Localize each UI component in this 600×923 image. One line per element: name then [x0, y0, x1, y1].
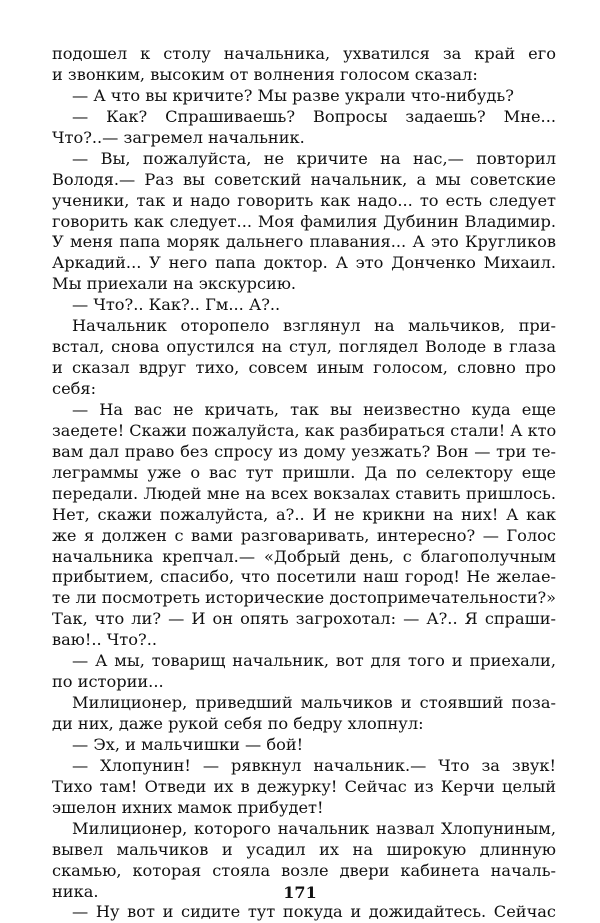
text-line: леграммы уже о вас тут пришли. Да по селектору еще [52, 462, 556, 482]
text-line: же я должен с вами разговаривать, интересно? — Голос [52, 525, 556, 545]
text-line: — А что вы кричите? Мы разве украли что-нибудь? [72, 85, 514, 105]
text-line: и сказал вдруг тихо, совсем иным голосом, словно про [52, 358, 556, 378]
text-line: Начальник оторопело взглянул на мальчиков, при- [72, 316, 556, 336]
text-line: эшелон ихних мамок прибудет! [52, 797, 324, 817]
text-line: Что?..— загремел начальник. [52, 127, 305, 147]
text-line: начальника крепчал.— «Добрый день, с благополучным [52, 546, 556, 566]
text-line: подошел к столу начальника, ухватился за край его [52, 44, 556, 63]
text-line: — Ну вот и сидите тут покуда и дожидайтесь. Сейчас [72, 902, 556, 922]
text-line: Володя.— Раз вы советский начальник, а мы советские [52, 169, 556, 189]
text-line: ди них, даже рукой себя по бедру хлопнул: [52, 714, 424, 733]
text-line: встал, снова опустился на стул, поглядел Володе в глаза [52, 337, 556, 357]
text-line: ученики, так и надо говорить как надо... то есть следует [52, 190, 556, 210]
text-line: говорить как следует... Моя фамилия Дубинин Владимир. [52, 211, 556, 231]
text-line: — Эх, и мальчишки — бой! [72, 734, 304, 754]
text-line: вывел мальчиков и усадил их на широкую длинную [52, 839, 556, 859]
page-text [52, 44, 556, 923]
text-line: Так, что ли? — И он опять загрохотал: — А?.. Я спраши- [52, 609, 556, 629]
text-line: Тихо там! Отведи их в дежурку! Сейчас из Керчи целый [52, 776, 556, 796]
text-line: по истории... [52, 672, 164, 692]
text-line: Милиционер, которого начальник назвал Хлопуниным, [72, 818, 556, 838]
text-line: ваю!.. Что?.. [52, 630, 157, 650]
text-line: Милиционер, приведший мальчиков и стоявший поза- [72, 693, 556, 713]
text-line: прибытием, спасибо, что посетили наш город! Не желае- [52, 567, 556, 587]
text-line: и звонким, высоким от волнения голосом сказал: [52, 64, 478, 84]
text-line: У меня папа моряк дальнего плавания... А это Кругликов [52, 232, 556, 252]
text-line: — Хлопунин! — рявкнул начальник.— Что за звук! [72, 755, 556, 775]
text-line: — Что?.. Как?.. Гм... А?.. [72, 295, 281, 315]
text-line: — На вас не кричать, так вы неизвестно куда еще [72, 399, 556, 419]
text-line: вам дал право без спросу из дому уезжать? Вон — три те- [52, 441, 556, 461]
text-line: передали. Людей мне на всех вокзалах ставить пришлось. [52, 483, 556, 503]
text-line: ника. [52, 881, 99, 901]
text-line: — Вы, пожалуйста, не кричите на нас,— повторил [72, 148, 556, 168]
text-line: — А мы, товарищ начальник, вот для того и приехали, [72, 651, 556, 671]
text-line: Аркадий... У него папа доктор. А это Донченко Михаил. [52, 253, 556, 273]
text-line: скамью, которая стояла возле двери кабинета началь- [52, 860, 556, 880]
text-line: те ли посмотреть исторические достопримечательности?» [52, 588, 556, 608]
text-line: заедете! Скажи пожалуйста, как разбираться стали! А кто [52, 420, 557, 440]
text-line: Нет, скажи пожалуйста, а?.. И не крикни на них! А как [52, 504, 556, 524]
text-line: себя: [52, 379, 97, 398]
page-number: 171 [283, 883, 317, 902]
text-line: Мы приехали на экскурсию. [52, 274, 297, 294]
text-line: — Как? Спрашиваешь? Вопросы задаешь? Мне... [72, 106, 556, 126]
